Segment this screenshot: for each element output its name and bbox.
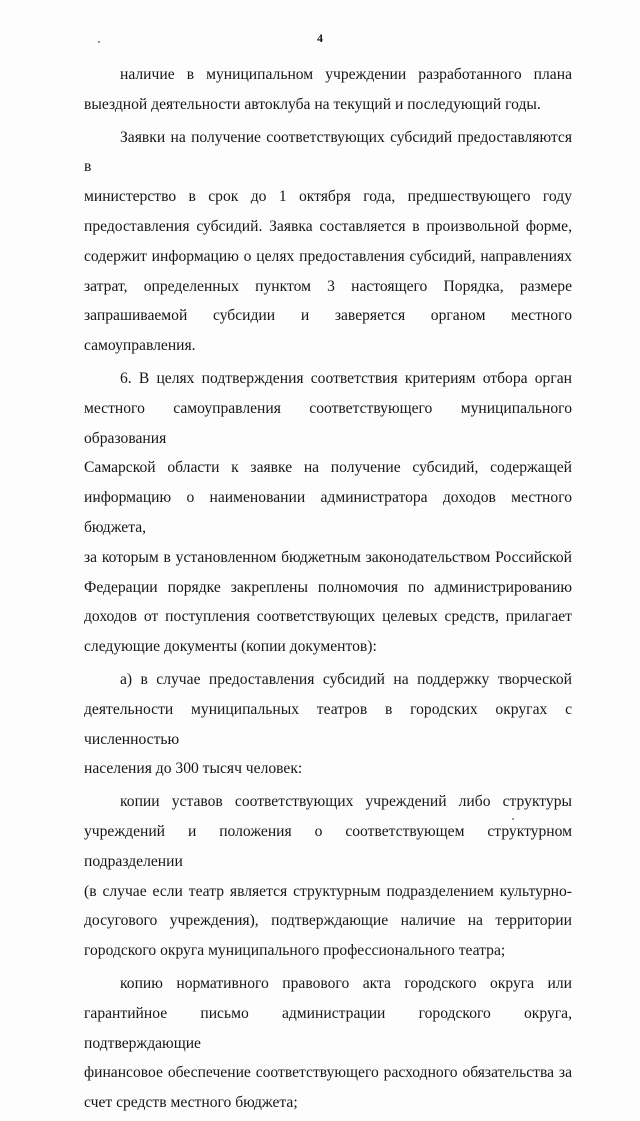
text-line: содержит информацию о целях предоставления субсидий, направлениях [84,247,572,265]
text-line: копию нормативного правового акта городского округа или [120,974,572,992]
text-line: следующие документы (копии документов): [84,638,377,656]
text-line: счет средств местного бюджета; [84,1094,298,1112]
text-line: досугового учреждения), подтверждающие наличие на территории [84,912,572,930]
text-line: предоставления субсидий. Заявка составляется в произвольной форме, [84,217,572,235]
text-line: деятельности муниципальных театров в городских округах с численностью [84,700,572,748]
text-line: а) в случае предоставления субсидий на поддержку творческой [120,670,572,688]
text-line: министерство в срок до 1 октября года, предшествующего году [84,188,572,206]
text-line: финансовое обеспечение соответствующего расходного обязательства за [84,1064,572,1082]
paragraph-item-a [84,665,572,784]
text-line: местного самоуправления соответствующего муниципального образования [84,399,572,447]
text-line: доходов от поступления соответствующих целевых средств, прилагает [84,608,572,626]
text-line: запрашиваемой субсидии и заверяется органом местного самоуправления. [84,307,572,355]
page-number: 4 [317,31,323,45]
paragraph-item6 [84,364,572,662]
text-line: населения до 300 тысяч человек: [84,760,303,778]
text-line: Самарской области к заявке на получение субсидий, содержащей [84,459,572,477]
scan-speck [98,41,100,43]
paragraph-charters [84,787,572,966]
text-line: городского округа муниципального профессионального театра; [84,942,506,960]
paragraph-applications [84,123,572,361]
text-line: учреждений и положения о соответствующем структурном подразделении [84,822,572,870]
text-line: за которым в установленном бюджетным законодательством Российской [84,548,572,566]
text-line: гарантийное письмо администрации городского округа, подтверждающие [84,1004,572,1052]
text-line: наличие в муниципальном учреждении разработанного плана [120,66,572,83]
text-line: копии уставов соответствующих учреждений либо структуры [120,793,572,811]
text-line: 6. В целях подтверждения соответствия критериям отбора орган [120,369,572,387]
text-line: Федерации порядке закреплены полномочия по администрированию [84,578,572,596]
text-line: Заявки на получение соответствующих субсидий предоставляются в [84,128,572,176]
text-line: выездной деятельности автоклуба на текущий и последующий годы. [84,95,541,113]
text-line: затрат, определенных пунктом 3 настоящего Порядка, размере [84,277,572,295]
text-line: (в случае если театр является структурным подразделением культурно- [84,882,572,900]
paragraph-normative-act [84,969,572,1118]
text-line: информацию о наименовании администратора доходов местного бюджета, [84,489,572,536]
paragraph-plan [84,60,572,120]
document-body [84,60,572,1121]
